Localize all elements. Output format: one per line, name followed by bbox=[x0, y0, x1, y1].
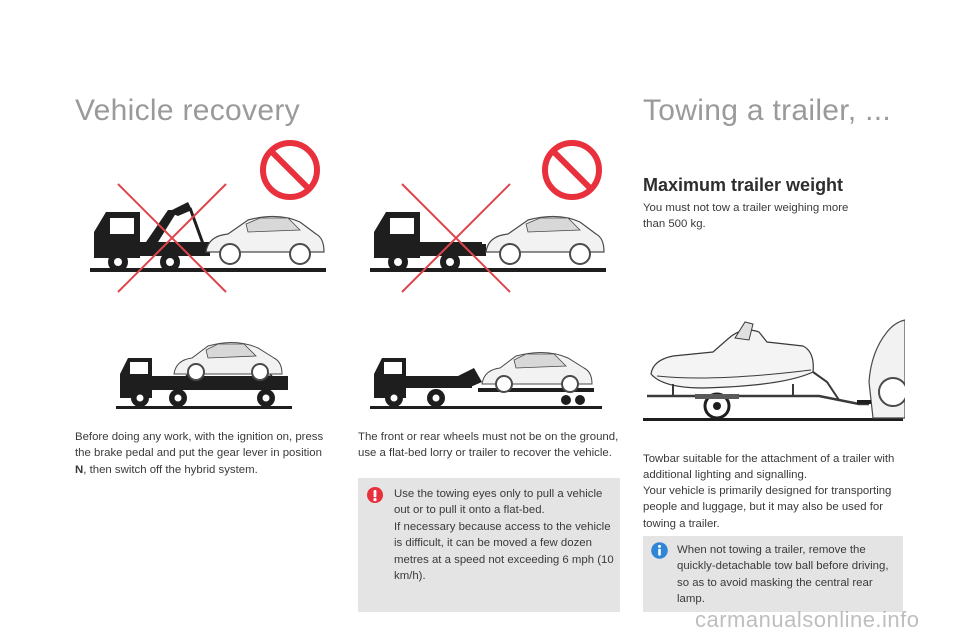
trailer-weight-limit-text: You must not tow a trailer weighing more than 500 kg. bbox=[643, 202, 849, 231]
flatbed-requirement-paragraph: The front or rear wheels must not be on the ground, use a flat-bed lorry or trailer to recover the vehicle. bbox=[358, 431, 619, 460]
warning-text-2: If necessary because access to the vehicle is difficult, it can be moved a few dozen metres at a speed not exceeding 6 mph (10 km/h). bbox=[394, 521, 614, 583]
ignition-instruction-paragraph bbox=[75, 429, 325, 478]
flatbed-lorry-illustration bbox=[116, 330, 296, 412]
car-graphic bbox=[486, 216, 604, 264]
jet-ski-graphic bbox=[651, 322, 813, 388]
towbar-suitability-text: Towbar suitable for the attachment of a trailer with additional lighting and signalling. bbox=[643, 453, 895, 482]
vehicle-recovery-title: Vehicle recovery bbox=[75, 94, 300, 127]
warning-text-1: Use the towing eyes only to pull a vehicle out or to pull it onto a flat-bed. bbox=[394, 488, 603, 517]
prohibited-sign-icon bbox=[545, 143, 599, 197]
towing-car-rear-graphic bbox=[857, 320, 905, 418]
dolly-tow-illustration bbox=[370, 344, 606, 412]
site-watermark: carmanualsonline.info bbox=[695, 607, 920, 632]
tow-ball-info-text: When not towing a trailer, remove the quickly-detachable tow ball before driving, so as to avoid masking the central rear lamp. bbox=[677, 544, 889, 606]
maximum-trailer-weight-heading: Maximum trailer weight bbox=[643, 175, 844, 195]
prohibited-sign-icon bbox=[263, 143, 317, 197]
instruction-text-after: , then switch off the hybrid system. bbox=[83, 463, 258, 476]
prohibited-tow-lift-illustration bbox=[88, 140, 328, 300]
prohibited-tow-bar-illustration bbox=[368, 140, 608, 300]
towing-eyes-warning-box bbox=[358, 478, 620, 612]
vehicle-purpose-text: Your vehicle is primarily designed for transporting people and luggage, but it may also be used for towing a trailer. bbox=[643, 485, 892, 530]
tow-ball-info-box bbox=[643, 536, 903, 612]
jetski-trailer-illustration bbox=[643, 312, 905, 424]
instruction-text-before: Before doing any work, with the ignition on, press the brake pedal and put the gear lever in position bbox=[75, 431, 324, 460]
neutral-gear-label: N bbox=[75, 463, 84, 476]
towing-trailer-title: Towing a trailer, ... bbox=[643, 94, 892, 127]
exclamation-warning-icon bbox=[366, 486, 384, 504]
car-graphic bbox=[206, 216, 324, 264]
info-icon bbox=[651, 542, 668, 559]
